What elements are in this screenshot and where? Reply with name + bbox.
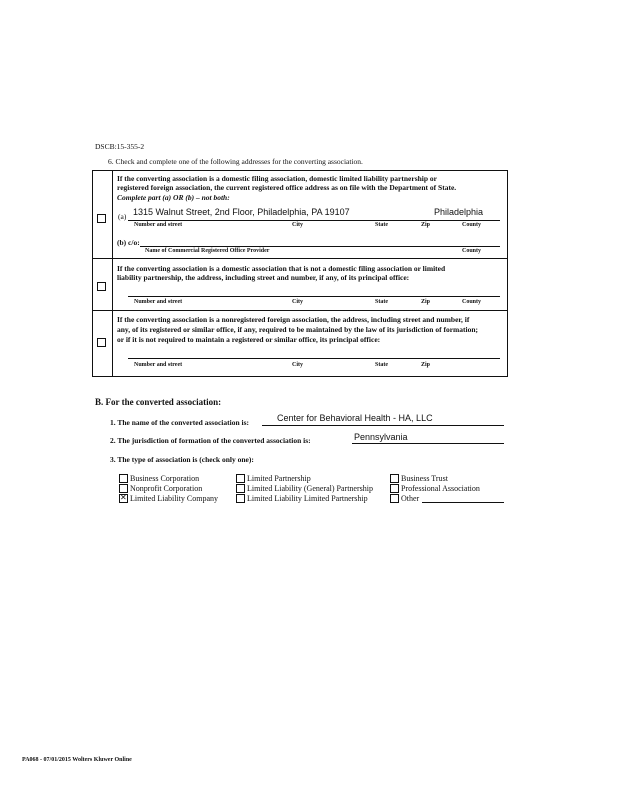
item1-label: 1. The name of the converted association is: [110, 418, 250, 427]
option-business-trust[interactable]: Business Trust [390, 474, 448, 484]
part2-state-label: State [375, 299, 388, 305]
part2-county-label: County [462, 299, 482, 305]
part3-text-2: any, of its registered or similar office, if any, required to be maintained by the law of its jurisdiction of formation; [117, 325, 479, 334]
option-professional-association[interactable]: Professional Association [390, 484, 480, 494]
part1-a-label: (a) [118, 212, 127, 221]
sectionB-heading: B. For the converted association: [95, 397, 222, 407]
part1-b-county-label: County [462, 248, 482, 254]
item2-line [352, 443, 504, 444]
item2-label: 2. The jurisdiction of formation of the converted association is: [110, 436, 311, 445]
checkbox[interactable] [236, 484, 245, 493]
part1-text-2: registered foreign association, the current registered office address as on file with the Department of State. [117, 183, 457, 192]
section6-instruction: 6. Check and complete one of the following addresses for the converting association. [108, 157, 363, 166]
option-business-corporation[interactable]: Business Corporation [119, 474, 199, 484]
part2-text-2: liability partnership, the address, including street and number, if any, of its principal office: [117, 273, 410, 282]
part3-checkbox[interactable] [97, 338, 106, 347]
option-nonprofit-corporation[interactable]: Nonprofit Corporation [119, 484, 202, 494]
item2-value[interactable]: Pennsylvania [354, 432, 408, 442]
checkbox[interactable] [390, 494, 399, 503]
checkbox[interactable] [236, 494, 245, 503]
option-other[interactable]: Other [390, 494, 419, 504]
checkbox[interactable] [236, 474, 245, 483]
part3-street-label: Number and street [134, 362, 183, 368]
other-line [422, 502, 504, 503]
part1-b-provider-label: Name of Commercial Registered Office Provider [145, 248, 270, 254]
part1-b-label: (b) c/o: [117, 238, 140, 247]
part3-city-label: City [292, 362, 303, 368]
part1-state-label: State [375, 222, 388, 228]
part3-text-1: If the converting association is a nonregistered foreign association, the address, including street and number, if [117, 315, 470, 324]
part1-street-label: Number and street [134, 222, 183, 228]
part2-zip-label: Zip [421, 299, 431, 305]
part1-zip-label: Zip [421, 222, 431, 228]
part3-line [128, 358, 500, 359]
option-limited-partnership[interactable]: Limited Partnership [236, 474, 311, 484]
checkbox-column-divider [112, 170, 113, 376]
checkbox[interactable] [390, 484, 399, 493]
part1-checkbox[interactable] [97, 214, 106, 223]
footer-text: PA068 - 07/01/2015 Wolters Kluwer Online [22, 757, 132, 763]
row-divider-1 [92, 258, 508, 259]
part1-text-3: Complete part (a) OR (b) – not both: [117, 193, 230, 202]
part1-county-label: County [462, 222, 482, 228]
form-id: DSCB:15-355-2 [95, 142, 145, 151]
part2-street-label: Number and street [134, 299, 183, 305]
checkbox-checked[interactable] [119, 494, 128, 503]
item3-label: 3. The type of association is (check only one): [110, 455, 254, 464]
part3-state-label: State [375, 362, 388, 368]
option-limited-liability-company[interactable]: ✕Limited Liability Company [119, 494, 218, 504]
part2-text-1: If the converting association is a domestic association that is not a domestic filing association or limited [117, 264, 446, 273]
option-lllp[interactable]: Limited Liability Limited Partnership [236, 494, 368, 504]
part1-county-value[interactable]: Philadelphia [434, 207, 484, 217]
part3-text-3: or if it is not required to maintain a registered or similar office, its principal office: [117, 335, 381, 344]
item1-value[interactable]: Center for Behavioral Health - HA, LLC [277, 413, 433, 423]
checkbox[interactable] [390, 474, 399, 483]
row-divider-2 [92, 310, 508, 311]
part1-b-line [140, 246, 500, 247]
part1-street-value[interactable]: 1315 Walnut Street, 2nd Floor, Philadelphia, PA 19107 [133, 207, 350, 217]
part2-checkbox[interactable] [97, 282, 106, 291]
part2-city-label: City [292, 299, 303, 305]
part1-city-label: City [292, 222, 303, 228]
option-llgp[interactable]: Limited Liability (General) Partnership [236, 484, 373, 494]
part2-line [128, 296, 500, 297]
checkbox[interactable] [119, 474, 128, 483]
part1-text-1: If the converting association is a domestic filing association, domestic limited liability partnership or [117, 174, 437, 183]
part3-zip-label: Zip [421, 362, 431, 368]
item1-line [262, 425, 504, 426]
part1-a-line [128, 220, 500, 221]
